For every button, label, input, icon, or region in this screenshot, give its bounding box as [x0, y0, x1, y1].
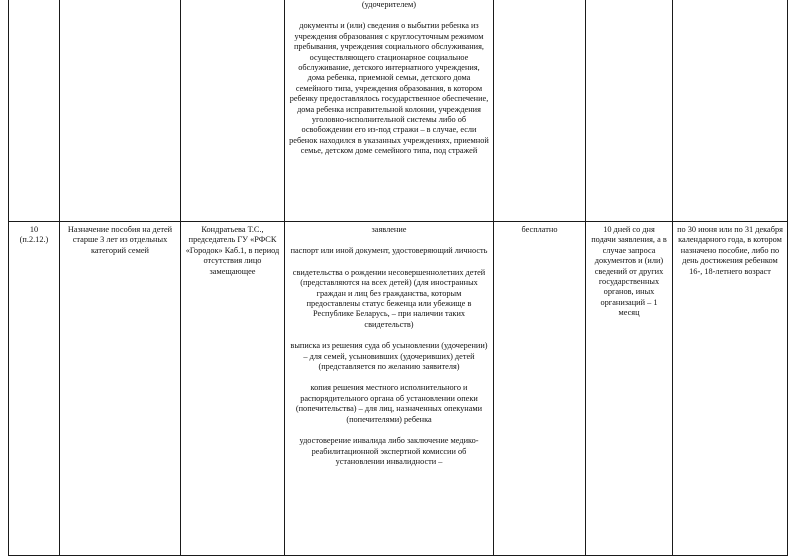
- procedure-number: 10: [29, 225, 39, 234]
- cell-fee-empty: [494, 0, 586, 222]
- procedure-name: Назначение пособия на детей старше 3 лет из отдельных категорий семей: [67, 225, 173, 255]
- document-item: выписка из решения суда об усыновлении (удочерении) – для семей, усыновивших (удочеривших) детей (представляется по желанию заявителя): [290, 341, 488, 372]
- cell-responsible: [181, 222, 285, 556]
- validity-value: по 30 июня или по 31 декабря календарного года, в котором назначено пособие, либо по день достижения ребенком 16-, 18-летнего возраст: [677, 225, 783, 276]
- document-item: заявление: [371, 225, 407, 234]
- cell-documents: [285, 222, 494, 556]
- table-row-previous: [9, 0, 788, 222]
- cell-validity: [673, 222, 788, 556]
- procedures-table: [8, 0, 788, 556]
- cell-fee: [494, 222, 586, 556]
- document-item: копия решения местного исполнительного и распорядительного органа об установлении опеки (попечительства) – для лиц, назначенных опекунами (попечителями) ребенка: [295, 383, 483, 424]
- cell-number-empty: [9, 0, 60, 222]
- cell-documents-previous: [285, 0, 494, 222]
- table-row-procedure: [9, 222, 788, 556]
- document-item: паспорт или иной документ, удостоверяющий личность: [290, 246, 488, 256]
- responsible-person: Кондратьева Т.С., председатель ГУ «РФСК «Городок» Каб.1, в период отсутствия лицо замещающее: [185, 225, 280, 276]
- cell-name-empty: [60, 0, 181, 222]
- document-item: (удочерителем): [361, 0, 417, 9]
- cell-name: [60, 222, 181, 556]
- cell-validity-empty: [673, 0, 788, 222]
- document-item: удостоверение инвалида либо заключение медико-реабилитационной экспертной комиссии об установлении инвалидности –: [299, 436, 479, 466]
- cell-term: [586, 222, 673, 556]
- procedure-number-ref: (п.2.12.): [19, 235, 49, 245]
- fee-value: бесплатно: [521, 225, 558, 234]
- document-item: документы и (или) сведения о выбытии ребенка из учреждения образования с круглосуточным режимом пребывания, учреждения социального обслуживания, осуществляющего стационарное социальное обслуживание, детского интернатного учреждения, дома ребенка, приемной семьи, детского дома семейного типа, учреждения образования, в котором ребенку предоставлялось государственное обеспечение, дома ребенка исправительной колонии, учреждения уголовно-исполнительной системы либо об освобождении его из-под стражи – в случае, если ребенок находился в указанных учреждениях, приемной семье, детском доме семейного типа, под стражей: [289, 21, 489, 156]
- document-item: свидетельства о рождении несовершеннолетних детей (представляются на всех детей) (для иностранных граждан и лиц без гражданства, которым предоставлены статус беженца или убежище в Республике Беларусь, – при наличии таких свидетельств): [292, 267, 486, 329]
- term-value: 10 дней со дня подачи заявления, а в случае запроса документов и (или) сведений от других государственных органов, иных организаций – 1 месяц: [591, 225, 667, 318]
- cell-number: [9, 222, 60, 556]
- cell-responsible-empty: [181, 0, 285, 222]
- cell-term-empty: [586, 0, 673, 222]
